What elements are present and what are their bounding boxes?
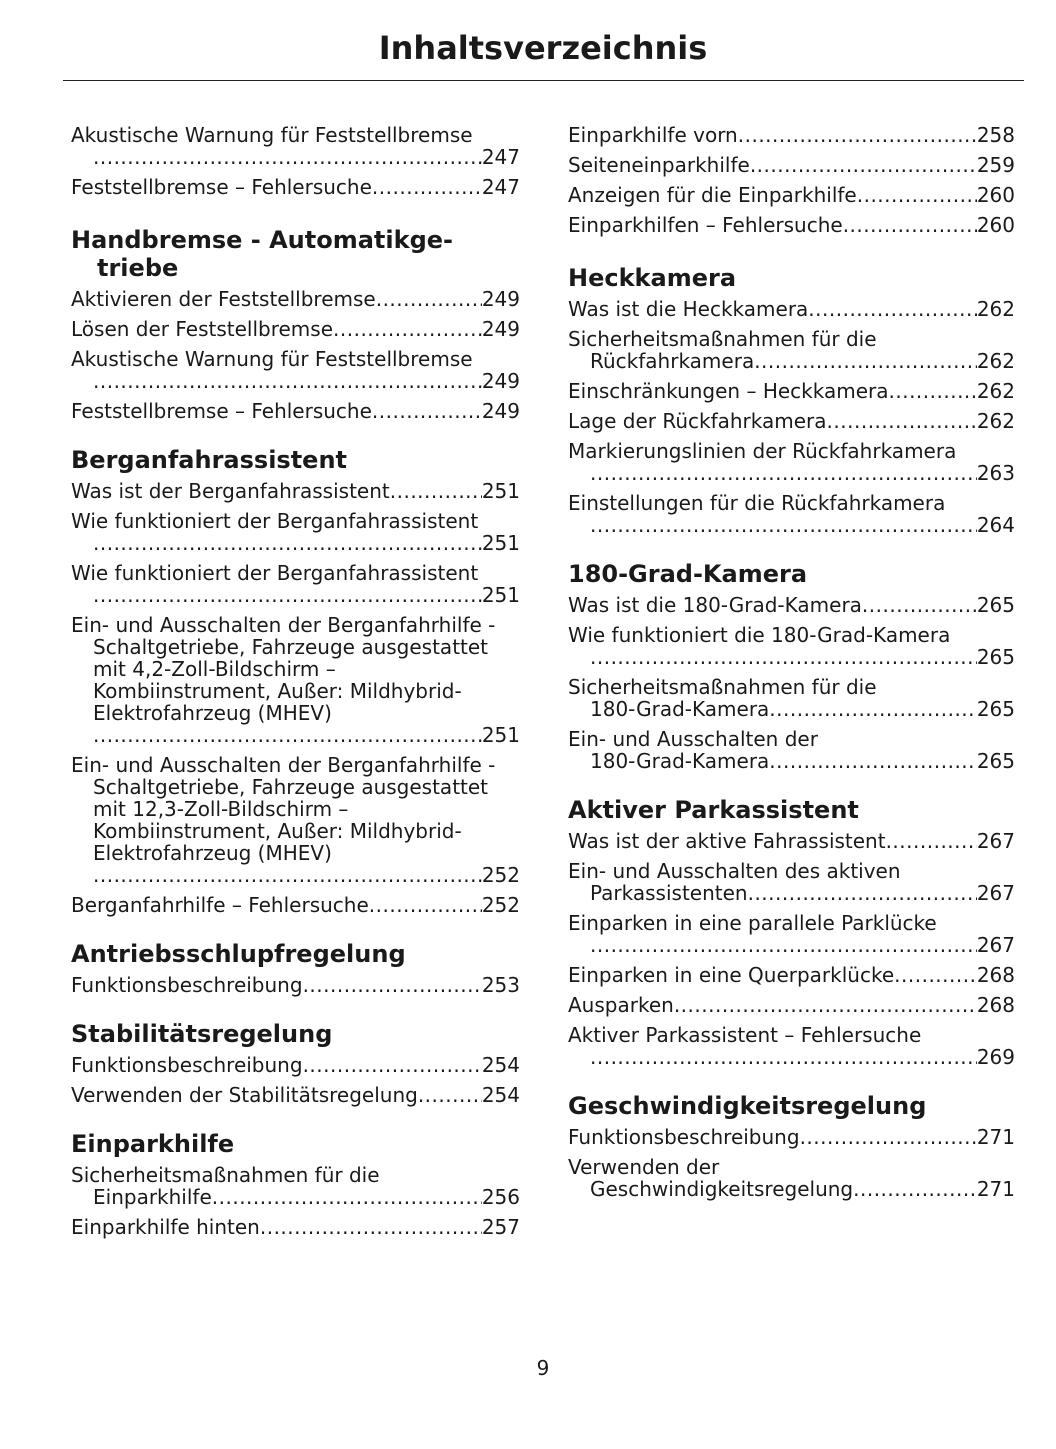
dot-leader <box>857 184 977 206</box>
entry-lead-line <box>568 830 1015 852</box>
entry-page-number: 249 <box>481 287 520 311</box>
toc-entry[interactable] <box>71 1084 520 1106</box>
entry-title: Wie funktioniert der Berganfahrassistent <box>71 561 479 585</box>
entry-page-number: 262 <box>976 409 1015 433</box>
toc-column-right <box>568 124 1015 1224</box>
entry-title: Einparkhilfe hinten <box>71 1215 260 1239</box>
entry-title: Feststellbremse – Fehlersuche <box>71 175 372 199</box>
entry-lead-line <box>568 154 1015 176</box>
entry-page-number: 256 <box>481 1185 520 1209</box>
entry-lead-line <box>568 646 1015 668</box>
toc-section <box>71 446 520 916</box>
entry-title: Einparkhilfe vorn <box>568 123 738 147</box>
toc-entry[interactable] <box>568 624 1015 668</box>
section-heading: Stabilitätsregelung <box>71 1020 333 1048</box>
section-heading: 180-Grad-Kamera <box>568 560 808 588</box>
entry-page-number: 265 <box>976 593 1015 617</box>
entry-title: Parkassistenten <box>590 881 748 905</box>
toc-entry[interactable] <box>71 510 520 554</box>
toc-section <box>568 1092 1015 1200</box>
dot-leader <box>93 532 482 554</box>
entry-page-number: 264 <box>976 513 1015 537</box>
dot-leader <box>769 750 977 772</box>
entry-title: Berganfahrhilfe – Fehlersuche <box>71 893 369 917</box>
toc-entry[interactable] <box>568 594 1015 616</box>
toc-entry[interactable] <box>71 348 520 392</box>
entry-title: Rückfahrkamera <box>590 349 755 373</box>
toc-entry[interactable] <box>568 1126 1015 1148</box>
dot-leader <box>748 882 977 904</box>
toc-section <box>568 264 1015 536</box>
toc-entry[interactable] <box>568 860 1015 904</box>
toc-entry[interactable] <box>568 1156 1015 1200</box>
entry-lead-line <box>71 1186 520 1208</box>
dot-leader <box>303 1054 482 1076</box>
dot-leader <box>800 1126 977 1148</box>
entry-page-number: 267 <box>976 829 1015 853</box>
section-heading: Handbremse - Automatikge-triebe <box>71 226 453 282</box>
entry-title: Ein- und Ausschalten des aktiven <box>568 859 901 883</box>
dot-leader <box>590 462 977 484</box>
dot-leader <box>303 974 482 996</box>
toc-entry[interactable] <box>71 754 520 886</box>
entry-page-number: 271 <box>976 1125 1015 1149</box>
entry-title: Lösen der Feststellbremse <box>71 317 334 341</box>
dot-leader <box>372 400 482 422</box>
toc-entry[interactable] <box>568 994 1015 1016</box>
entry-title: Was ist die 180-Grad-Kamera <box>568 593 862 617</box>
dot-leader <box>93 724 482 746</box>
dot-leader <box>827 410 977 432</box>
section-heading: Geschwindigkeitsregelung <box>568 1092 927 1120</box>
entry-lead-line <box>568 882 1015 904</box>
toc-entry[interactable] <box>568 410 1015 432</box>
entry-page-number: 253 <box>481 973 520 997</box>
toc-section <box>568 796 1015 1068</box>
section-heading: Einparkhilfe <box>71 1130 235 1158</box>
entry-title: Einparken in eine Querparklücke <box>568 963 895 987</box>
dot-leader <box>853 1178 977 1200</box>
dot-leader <box>93 584 482 606</box>
entry-title: Aktiver Parkassistent – Fehlersuche <box>568 1023 922 1047</box>
entry-page-number: 249 <box>481 399 520 423</box>
entry-page-number: 268 <box>976 963 1015 987</box>
entry-page-number: 252 <box>481 893 520 917</box>
entry-page-number: 262 <box>976 297 1015 321</box>
dot-leader <box>372 176 482 198</box>
dot-leader <box>590 934 977 956</box>
dot-leader <box>754 350 977 372</box>
toc-entry[interactable] <box>568 154 1015 176</box>
dot-leader <box>862 594 977 616</box>
entry-lead-line <box>568 350 1015 372</box>
entry-lead-line <box>71 1054 520 1076</box>
toc-section <box>568 560 1015 772</box>
entry-page-number: 268 <box>976 993 1015 1017</box>
entry-lead-line <box>568 462 1015 484</box>
dot-leader <box>390 480 482 502</box>
toc-entry[interactable] <box>71 124 520 168</box>
entry-lead-line <box>71 318 520 340</box>
entry-title: Was ist die Heckkamera <box>568 297 809 321</box>
dot-leader <box>93 146 482 168</box>
dot-leader <box>674 994 977 1016</box>
toc-entry[interactable] <box>71 318 520 340</box>
entry-lead-line <box>568 594 1015 616</box>
entry-page-number: 267 <box>976 933 1015 957</box>
entry-page-number: 265 <box>976 645 1015 669</box>
section-heading: Antriebsschlupfregelung <box>71 940 406 968</box>
entry-title: 180-Grad-Kamera <box>590 697 770 721</box>
dot-leader <box>376 288 482 310</box>
entry-lead-line <box>71 288 520 310</box>
dot-leader <box>886 830 977 852</box>
toc-entry[interactable] <box>71 562 520 606</box>
entry-title: Einparkhilfen – Fehlersuche <box>568 213 843 237</box>
entry-title: Was ist der Berganfahrassistent <box>71 479 390 503</box>
section-heading: Aktiver Parkassistent <box>568 796 859 824</box>
entry-page-number: 252 <box>481 863 520 887</box>
entry-title: Was ist der aktive Fahrassistent <box>568 829 886 853</box>
entry-lead-line <box>71 400 520 422</box>
entry-lead-line <box>71 176 520 198</box>
section-heading: Berganfahrassistent <box>71 446 348 474</box>
entry-page-number: 251 <box>481 479 520 503</box>
entry-page-number: 251 <box>481 531 520 555</box>
entry-title: Verwenden der Stabilitätsregelung <box>71 1083 418 1107</box>
title-divider <box>63 80 1024 81</box>
entry-lead-line <box>71 1084 520 1106</box>
entry-lead-line <box>568 124 1015 146</box>
entry-title: Aktivieren der Feststellbremse <box>71 287 376 311</box>
dot-leader <box>418 1084 482 1106</box>
entry-title: Lage der Rückfahrkamera <box>568 409 827 433</box>
entry-page-number: 267 <box>976 881 1015 905</box>
dot-leader <box>590 1046 977 1068</box>
entry-title: Einparken in eine parallele Parklücke <box>568 911 937 935</box>
page-number: 9 <box>536 1356 550 1380</box>
toc-section <box>71 1130 520 1238</box>
toc-section <box>71 940 520 996</box>
page-title: Inhaltsverzeichnis <box>378 29 708 67</box>
toc-entry[interactable] <box>568 492 1015 536</box>
toc-entry[interactable] <box>71 614 520 746</box>
toc-section <box>71 226 520 422</box>
entry-lead-line <box>71 1216 520 1238</box>
entry-lead-line <box>71 864 520 886</box>
dot-leader <box>590 514 977 536</box>
dot-leader <box>260 1216 482 1238</box>
entry-page-number: 263 <box>976 461 1015 485</box>
dot-leader <box>333 318 482 340</box>
toc-entry[interactable] <box>71 1216 520 1238</box>
entry-title: Seiteneinparkhilfe <box>568 153 750 177</box>
entry-lead-line <box>568 184 1015 206</box>
entry-title: Ein- und Ausschalten der <box>568 727 818 751</box>
entry-page-number: 265 <box>976 697 1015 721</box>
toc-entry[interactable] <box>568 830 1015 852</box>
entry-title: Einschränkungen – Heckkamera <box>568 379 889 403</box>
entry-lead-line <box>568 964 1015 986</box>
entry-lead-line <box>568 750 1015 772</box>
entry-page-number: 259 <box>976 153 1015 177</box>
entry-page-number: 249 <box>481 317 520 341</box>
entry-title: Sicherheitsmaßnahmen für die <box>568 675 877 699</box>
toc-column-left <box>71 124 520 1262</box>
dot-leader <box>894 964 977 986</box>
toc-entry[interactable] <box>71 400 520 422</box>
entry-page-number: 258 <box>976 123 1015 147</box>
entry-title: Anzeigen für die Einparkhilfe <box>568 183 857 207</box>
entry-title: Einstellungen für die Rückfahrkamera <box>568 491 946 515</box>
entry-lead-line <box>568 298 1015 320</box>
entry-lead-line <box>71 894 520 916</box>
entry-page-number: 251 <box>481 723 520 747</box>
dot-leader <box>93 370 482 392</box>
entry-lead-line <box>71 724 520 746</box>
toc-entry[interactable] <box>568 380 1015 402</box>
toc-section <box>71 124 520 198</box>
entry-title: Wie funktioniert der Berganfahrassistent <box>71 509 479 533</box>
dot-leader <box>93 864 482 886</box>
entry-lead-line <box>71 480 520 502</box>
toc-entry[interactable] <box>568 728 1015 772</box>
toc-entry[interactable] <box>568 1024 1015 1068</box>
entry-lead-line <box>568 994 1015 1016</box>
entry-lead-line <box>71 146 520 168</box>
entry-page-number: 269 <box>976 1045 1015 1069</box>
entry-title: Ein- und Ausschalten der Berganfahrhilfe - Schaltgetriebe, Fahrzeuge ausgestattet mit 12,3-Zoll-Bildschirm – Kombiinstrument, Außer: Mildhybrid-Elektrofahrzeug (MHEV) <box>71 753 496 865</box>
toc-entry[interactable] <box>71 480 520 502</box>
entry-title: Ein- und Ausschalten der Berganfahrhilfe - Schaltgetriebe, Fahrzeuge ausgestattet mit 4,2-Zoll-Bildschirm – Kombiinstrument, Außer: Mildhybrid-Elektrofahrzeug (MHEV) <box>71 613 496 725</box>
dot-leader <box>769 698 977 720</box>
entry-title: Ausparken <box>568 993 674 1017</box>
entry-lead-line <box>568 1126 1015 1148</box>
entry-page-number: 251 <box>481 583 520 607</box>
entry-title: Funktionsbeschreibung <box>71 973 303 997</box>
entry-page-number: 254 <box>481 1083 520 1107</box>
toc-entry[interactable] <box>71 974 520 996</box>
toc-entry[interactable] <box>71 288 520 310</box>
entry-title: 180-Grad-Kamera <box>590 749 770 773</box>
toc-entry[interactable] <box>568 912 1015 956</box>
entry-page-number: 260 <box>976 183 1015 207</box>
entry-lead-line <box>568 380 1015 402</box>
entry-lead-line <box>71 370 520 392</box>
toc-entry[interactable] <box>71 1054 520 1076</box>
entry-title: Verwenden der <box>568 1155 720 1179</box>
dot-leader <box>889 380 977 402</box>
entry-page-number: 254 <box>481 1053 520 1077</box>
toc-entry[interactable] <box>568 676 1015 720</box>
entry-page-number: 247 <box>481 175 520 199</box>
entry-title: Funktionsbeschreibung <box>568 1125 800 1149</box>
toc-entry[interactable] <box>568 184 1015 206</box>
entry-page-number: 262 <box>976 349 1015 373</box>
entry-lead-line <box>71 532 520 554</box>
entry-page-number: 262 <box>976 379 1015 403</box>
toc-entry[interactable] <box>568 964 1015 986</box>
toc-section <box>568 124 1015 236</box>
entry-lead-line <box>568 1178 1015 1200</box>
dot-leader <box>369 894 482 916</box>
toc-entry[interactable] <box>568 124 1015 146</box>
entry-title: Markierungslinien der Rückfahrkamera <box>568 439 957 463</box>
entry-page-number: 249 <box>481 369 520 393</box>
entry-lead-line <box>568 698 1015 720</box>
entry-lead-line <box>568 410 1015 432</box>
dot-leader <box>808 298 977 320</box>
entry-title: Geschwindigkeitsregelung <box>590 1177 854 1201</box>
entry-page-number: 257 <box>481 1215 520 1239</box>
entry-page-number: 265 <box>976 749 1015 773</box>
section-heading: Heckkamera <box>568 264 737 292</box>
toc-entry[interactable] <box>71 894 520 916</box>
entry-title: Wie funktioniert die 180-Grad-Kamera <box>568 623 951 647</box>
entry-title: Sicherheitsmaßnahmen für die <box>568 327 877 351</box>
toc-entry[interactable] <box>568 214 1015 236</box>
entry-title: Akustische Warnung für Feststellbremse <box>71 123 473 147</box>
toc-entry[interactable] <box>568 298 1015 320</box>
entry-title: Akustische Warnung für Feststellbremse <box>71 347 473 371</box>
dot-leader <box>738 124 977 146</box>
dot-leader <box>590 646 977 668</box>
entry-title: Funktionsbeschreibung <box>71 1053 303 1077</box>
entry-lead-line <box>71 584 520 606</box>
entry-page-number: 260 <box>976 213 1015 237</box>
entry-lead-line <box>568 934 1015 956</box>
entry-title: Feststellbremse – Fehlersuche <box>71 399 372 423</box>
entry-title: Einparkhilfe <box>93 1185 212 1209</box>
entry-lead-line <box>568 514 1015 536</box>
entry-lead-line <box>568 1046 1015 1068</box>
toc-entry[interactable] <box>71 176 520 198</box>
toc-entry[interactable] <box>71 1164 520 1208</box>
dot-leader <box>843 214 977 236</box>
entry-lead-line <box>568 214 1015 236</box>
entry-lead-line <box>71 974 520 996</box>
dot-leader <box>212 1186 482 1208</box>
entry-page-number: 271 <box>976 1177 1015 1201</box>
toc-entry[interactable] <box>568 440 1015 484</box>
entry-page-number: 247 <box>481 145 520 169</box>
dot-leader <box>750 154 977 176</box>
toc-entry[interactable] <box>568 328 1015 372</box>
toc-section <box>71 1020 520 1106</box>
entry-title: Sicherheitsmaßnahmen für die <box>71 1163 380 1187</box>
